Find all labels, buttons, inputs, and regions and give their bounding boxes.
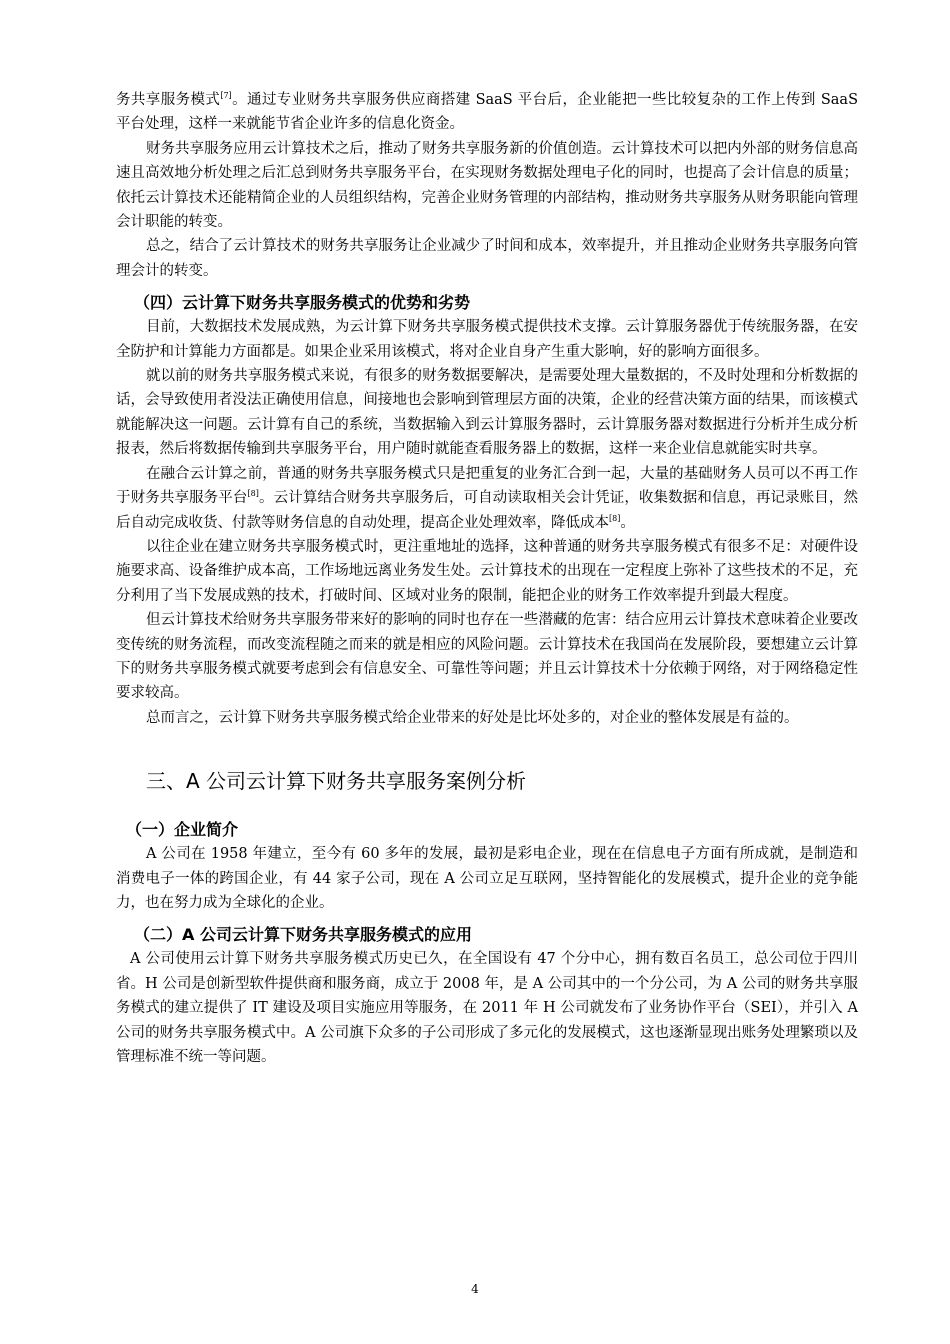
text-run: 。云计算结合财务共享服务后，可自动读取相关会计凭证，收集数据和信息，再记录账目，然后自动完成收货、付款等财务信息的自动处理，提高企业处理效率，降低成本 <box>116 490 859 531</box>
page-content <box>116 88 858 1069</box>
section-heading: （四）云计算下财务共享服务模式的优势和劣势 <box>134 293 471 313</box>
text-run: 务共享服务模式 <box>116 92 221 108</box>
paragraph: A 公司使用云计算下财务共享服务模式历史已久，在全国设有 47 个分中心，拥有数百名员工，总公司位于四川省。H 公司是创新型软件提供商和服务商，成立于 2008 年，是 A 公司其中的一个分公司，为 A 公司的财务共享服务模式的建立提供了 IT 建设及项目实施应用等服务，在 2011 年 H 公司就发布了业务协作平台（SEI），并引入 A 公司的财务共享服务模式中。A 公司旗下众多的子公司形成了多元化的发展模式，这也逐渐显现出账务处理繁琐以及管理标准不统一等问题。 <box>116 951 858 1065</box>
paragraph: 但云计算技术给财务共享服务带来好的影响的同时也存在一些潜藏的危害：结合应用云计算技术意味着企业要改变传统的财务流程，而改变流程随之而来的就是相应的风险问题。云计算技术在我国尚在发展阶段，要想建立云计算下的财务共享服务模式就要考虑到会有信息安全、可靠性等问题；并且云计算技术十分依赖于网络，对于网络稳定性要求较高。 <box>116 612 858 702</box>
paragraph: A 公司在 1958 年建立，至今有 60 多年的发展，最初是彩电企业，现在在信息电子方面有所成就，是制造和消费电子一体的跨国企业，有 44 家子公司，现在 A 公司立足互联网，坚持智能化的发展模式，提升企业的竞争能力，也在努力成为全球化的企业。 <box>116 846 858 911</box>
page-number: 4 <box>471 1282 479 1296</box>
paragraph: 总而言之，云计算下财务共享服务模式给企业带来的好处是比坏处多的，对企业的整体发展是有益的。 <box>146 709 799 726</box>
paragraph: 目前，大数据技术发展成熟，为云计算下财务共享服务模式提供技术支撑。云计算服务器优于传统服务器，在安全防护和计算能力方面都是。如果企业采用该模式，将对企业自身产生重大影响，好的影响方面很多。 <box>116 319 858 360</box>
section-heading: （一）企业简介 <box>126 820 239 840</box>
paragraph: 就以前的财务共享服务模式来说，有很多的财务数据要解决，是需要处理大量数据的，不及时处理和分析数据的话，会导致使用者没法正确使用信息，间接地也会影响到管理层方面的决策，企业的经营决策方面的结果，而该模式就能解决这一问题。云计算有自己的系统，当数据输入到云计算服务器时，云计算服务器对数据进行分析并生成分析报表，然后将数据传输到共享服务平台，用户随时就能查看服务器上的数据，这样一来企业信息就能实时共享。 <box>116 368 858 458</box>
chapter-heading: 三、A 公司云计算下财务共享服务案例分析 <box>146 769 527 794</box>
text-run: 。通过专业财务共享服务供应商搭建 SaaS 平台后，企业能把一些比较复杂的工作上传到 SaaS 平台处理，这样一来就能节省企业许多的信息化资金。 <box>116 92 859 133</box>
citation-ref: [7] <box>220 91 232 100</box>
citation-ref: [8] <box>247 489 259 499</box>
citation-ref: [8] <box>609 513 621 523</box>
paragraph <box>116 462 858 535</box>
text-run: 。 <box>620 514 635 531</box>
section-heading: （二）A 公司云计算下财务共享服务模式的应用 <box>134 925 472 945</box>
paragraph: 财务共享服务应用云计算技术之后，推动了财务共享服务新的价值创造。云计算技术可以把内外部的财务信息高速且高效地分析处理之后汇总到财务共享服务平台，在实现财务数据处理电子化的同时，也提高了会计信息的质量；依托云计算技术还能精简企业的人员组织结构，完善企业财务管理的内部结构，推动财务共享服务从财务职能向管理会计职能的转变。 <box>116 140 858 231</box>
paragraph: 以往企业在建立财务共享服务模式时，更注重地址的选择，这种普通的财务共享服务模式有很多不足：对硬件设施要求高、设备维护成本高，工作场地远离业务发生处。云计算技术的出现在一定程度上弥补了这些技术的不足，充分利用了当下发展成熟的技术，打破时间、区域对业务的限制，能把企业的财务工作效率提升到最大程度。 <box>116 538 858 604</box>
text-run: 在融合云计算之前，普通的财务共享服务模式只是把重复的业务汇合到一起，大量的基础财务人员可以不再工作于财务共享服务平台 <box>116 465 858 507</box>
paragraph: 总之，结合了云计算技术的财务共享服务让企业减少了时间和成本，效率提升，并且推动企业财务共享服务向管理会计的转变。 <box>116 238 858 279</box>
paragraph <box>116 88 858 137</box>
